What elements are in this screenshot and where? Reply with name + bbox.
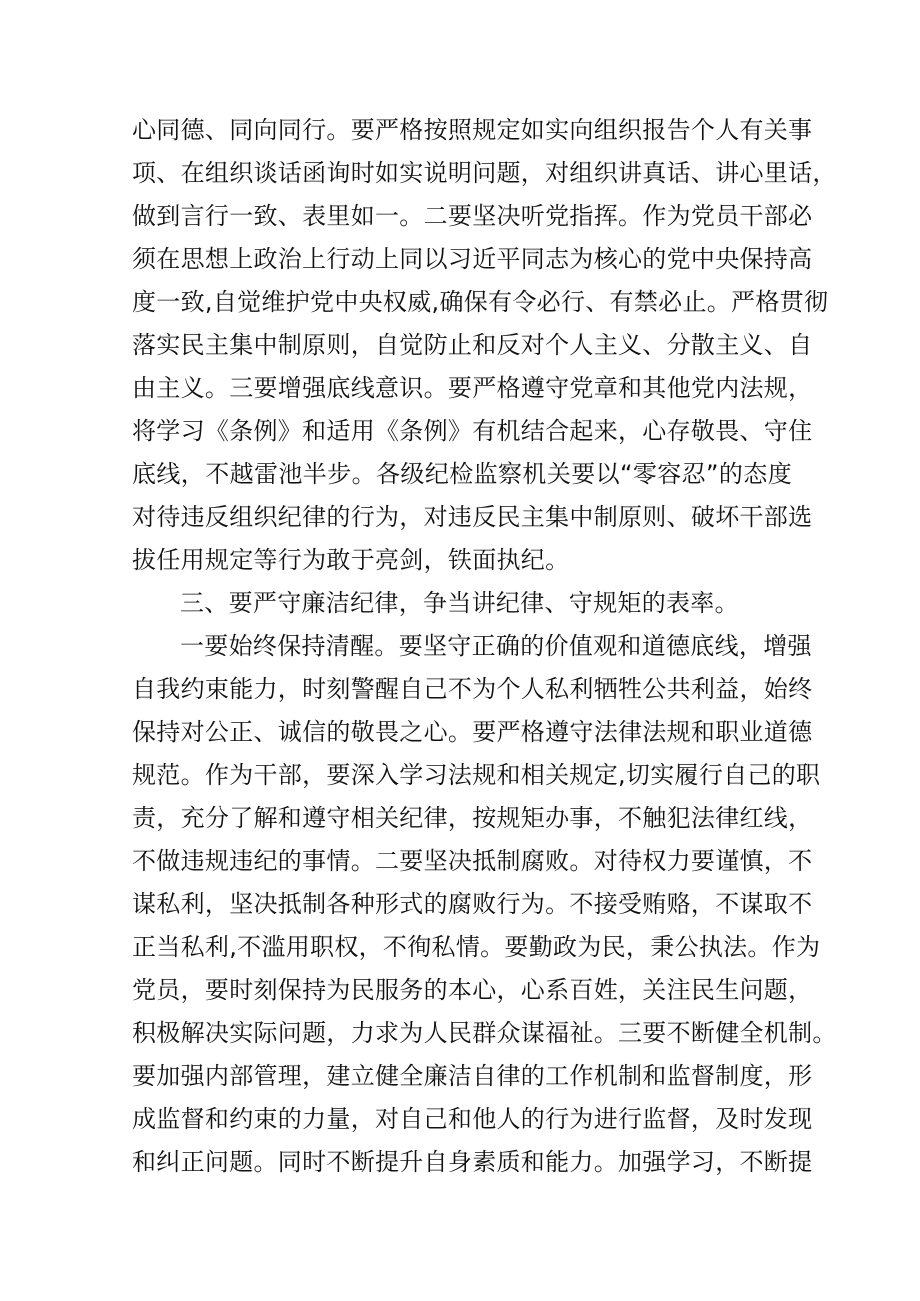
text-line: 拔任用规定等行为敢于亮剑，铁面执纪。 [132, 546, 570, 574]
text-line: 党员，要时刻保持为民服务的本心，心系百姓，关注民生问题， [132, 976, 813, 1004]
text-line: 做到言行一致、表里如一。二要坚决听党指挥。作为党员干部必 [132, 202, 813, 230]
text-line: 底线，不越雷池半步。各级纪检监察机关要以“零容忍”的态度 [132, 460, 792, 488]
text-line: 度一致,自觉维护党中央权威,确保有令必行、有禁必止。严格贯彻 [132, 288, 829, 316]
text-line: 要加强内部管理，建立健全廉洁自律的工作机制和监督制度，形 [132, 1062, 813, 1090]
text-line: 成监督和约束的力量，对自己和他人的行为进行监督，及时发现 [132, 1105, 813, 1133]
text-line: 正当私利,不滥用职权，不徇私情。要勤政为民，秉公执法。作为 [132, 933, 821, 961]
text-line: 落实民主集中制原则，自觉防止和反对个人主义、分散主义、自 [132, 331, 813, 359]
text-line: 对待违反组织纪律的行为，对违反民主集中制原则、破坏干部选 [132, 503, 813, 531]
text-line: 将学习《条例》和适用《条例》有机结合起来，心存敬畏、守住 [132, 417, 813, 445]
text-line: 一要始终保持清醒。要坚守正确的价值观和道德底线，增强 [180, 632, 812, 660]
text-line: 自我约束能力，时刻警醒自己不为个人私利牺牲公共利益，始终 [132, 675, 813, 703]
text-line: 项、在组织谈话函询时如实说明问题，对组织讲真话、讲心里话， [132, 159, 837, 187]
text-line: 谋私利，坚决抵制各种形式的腐败行为。不接受贿赂，不谋取不 [132, 890, 813, 918]
text-line: 心同德、同向同行。要严格按照规定如实向组织报告个人有关事 [132, 116, 813, 144]
text-line: 规范。作为干部，要深入学习法规和相关规定,切实履行自己的职 [132, 761, 821, 789]
section-heading: 三、要严守廉洁纪律，争当讲纪律、守规矩的表率。 [180, 589, 739, 617]
text-line: 由主义。三要增强底线意识。要严格遵守党章和其他党内法规， [132, 374, 813, 402]
text-line: 保持对公正、诚信的敬畏之心。要严格遵守法律法规和职业道德 [132, 718, 813, 746]
text-line: 不做违规违纪的事情。二要坚决抵制腐败。对待权力要谨慎，不 [132, 847, 813, 875]
text-line: 责，充分了解和遵守相关纪律，按规矩办事，不触犯法律红线， [132, 804, 813, 832]
text-line: 须在思想上政治上行动上同以习近平同志为核心的党中央保持高 [132, 245, 813, 273]
text-line: 积极解决实际问题，力求为人民群众谋福祉。三要不断健全机制。 [132, 1019, 837, 1047]
text-line: 和纠正问题。同时不断提升自身素质和能力。加强学习，不断提 [132, 1148, 813, 1176]
